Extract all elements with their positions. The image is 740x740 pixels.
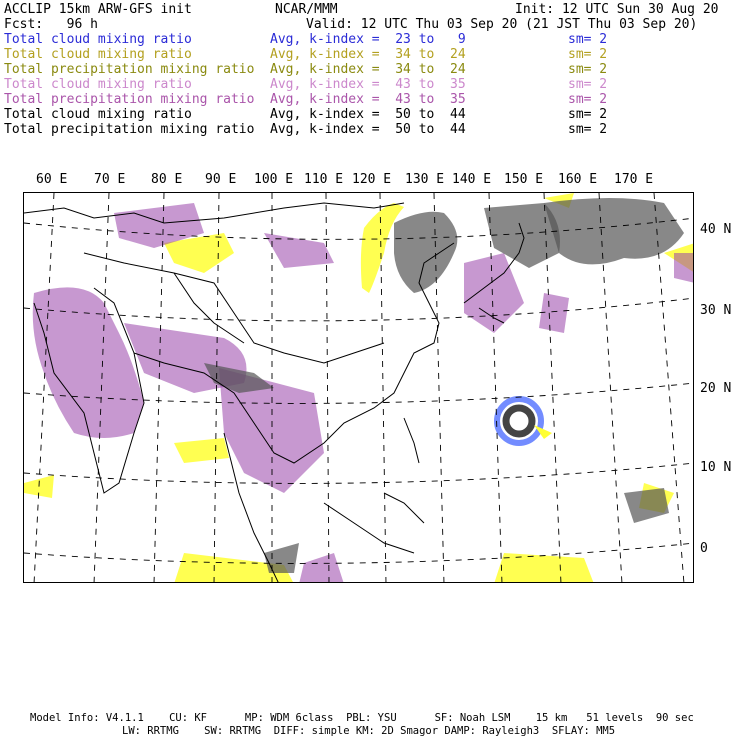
field-avg: Avg, k-index = 50 to 44 — [270, 122, 466, 137]
field-avg: Avg, k-index = 23 to 9 — [270, 32, 466, 47]
field-name: Total precipitation mixing ratio — [4, 122, 255, 137]
field-name: Total precipitation mixing ratio — [4, 62, 255, 77]
longitude-label: 60 E — [36, 172, 68, 187]
longitude-label: 90 E — [205, 172, 237, 187]
latitude-label: 30 N — [700, 303, 732, 318]
field-name: Total cloud mixing ratio — [4, 32, 192, 47]
model-info-line1: Model Info: V4.1.1 CU: KF MP: WDM 6class PBL: YSU SF: Noah LSM 15 km 51 levels 90 sec — [30, 712, 694, 724]
field-avg: Avg, k-index = 43 to 35 — [270, 92, 466, 107]
model-info-line2: LW: RRTMG SW: RRTMG DIFF: simple KM: 2D Smagor DAMP: Rayleigh3 SFLAY: MM5 — [122, 725, 616, 737]
latitude-label: 20 N — [700, 381, 732, 396]
field-avg: Avg, k-index = 43 to 35 — [270, 77, 466, 92]
field-name: Total cloud mixing ratio — [4, 47, 192, 62]
valid-time: Valid: 12 UTC Thu 03 Sep 20 (21 JST Thu 03 Sep 20) — [306, 17, 698, 32]
latitude-label: 0 — [700, 541, 708, 556]
field-name: Total cloud mixing ratio — [4, 107, 192, 122]
latitude-label: 10 N — [700, 460, 732, 475]
field-smoothing: sm= 2 — [568, 32, 608, 47]
longitude-label: 70 E — [94, 172, 126, 187]
institution-label: NCAR/MMM — [275, 2, 338, 17]
field-avg: Avg, k-index = 34 to 24 — [270, 62, 466, 77]
field-avg: Avg, k-index = 50 to 44 — [270, 107, 466, 122]
forecast-map — [23, 192, 694, 583]
longitude-label: 160 E — [558, 172, 598, 187]
plot-title: ACCLIP 15km ARW-GFS init — [4, 2, 192, 17]
typhoon-feature — [497, 399, 552, 443]
longitude-label: 100 E — [254, 172, 294, 187]
field-smoothing: sm= 2 — [568, 122, 608, 137]
longitude-label: 170 E — [614, 172, 654, 187]
field-name: Total precipitation mixing ratio — [4, 92, 255, 107]
longitude-label: 140 E — [452, 172, 492, 187]
field-avg: Avg, k-index = 34 to 24 — [270, 47, 466, 62]
longitude-label: 120 E — [352, 172, 392, 187]
init-time: Init: 12 UTC Sun 30 Aug 20 — [515, 2, 719, 17]
field-smoothing: sm= 2 — [568, 77, 608, 92]
longitude-label: 80 E — [151, 172, 183, 187]
field-smoothing: sm= 2 — [568, 62, 608, 77]
map-canvas — [24, 193, 694, 583]
longitude-label: 130 E — [405, 172, 445, 187]
latitude-label: 40 N — [700, 222, 732, 237]
field-smoothing: sm= 2 — [568, 107, 608, 122]
field-name: Total cloud mixing ratio — [4, 77, 192, 92]
longitude-label: 110 E — [304, 172, 344, 187]
field-smoothing: sm= 2 — [568, 47, 608, 62]
field-smoothing: sm= 2 — [568, 92, 608, 107]
forecast-hour: Fcst: 96 h — [4, 17, 98, 32]
longitude-label: 150 E — [504, 172, 544, 187]
